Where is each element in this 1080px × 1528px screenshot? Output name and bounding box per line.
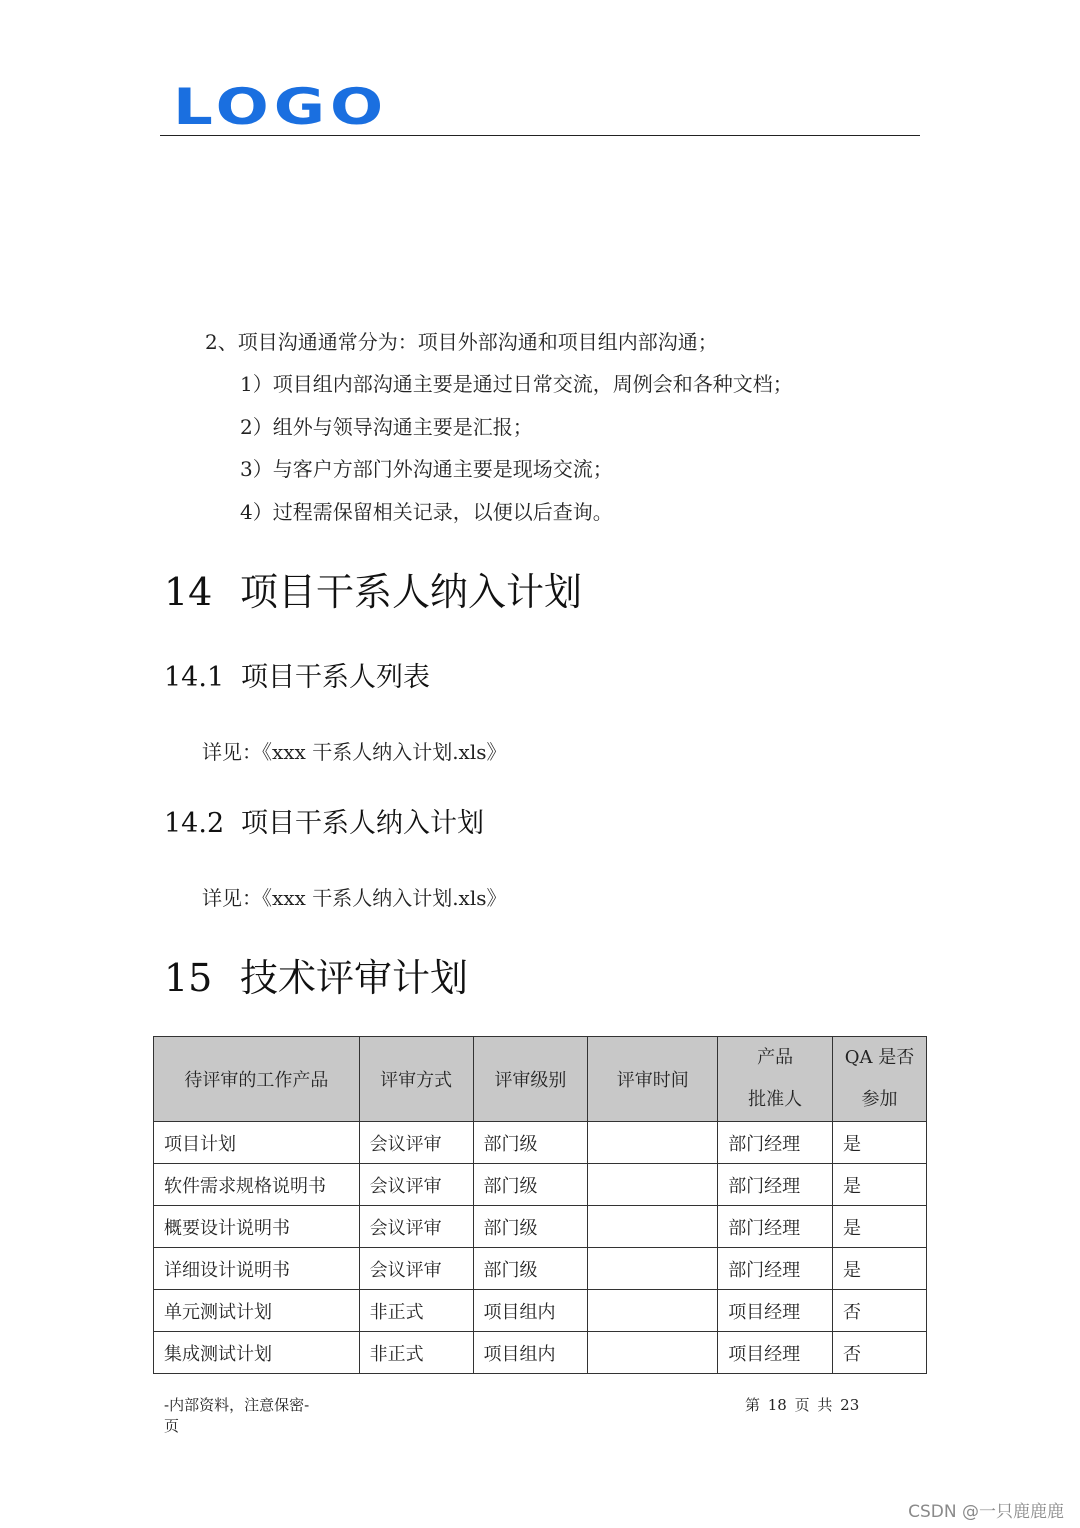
header-approver bbox=[718, 1037, 833, 1122]
footer-page-suffix: 页 bbox=[164, 1417, 180, 1435]
detail-reference: 详见：《xxx 干系人纳入计划.xls》 bbox=[202, 886, 507, 910]
cell-method: 会议评审 bbox=[359, 1248, 473, 1290]
cell-method: 会议评审 bbox=[359, 1206, 473, 1248]
cell-approver: 部门经理 bbox=[718, 1122, 833, 1164]
cell-qa: 是 bbox=[833, 1164, 927, 1206]
subsection-number: 14.2 bbox=[164, 808, 225, 839]
cell-level: 项目组内 bbox=[473, 1290, 588, 1332]
table-header-row bbox=[154, 1037, 927, 1122]
cell-method: 非正式 bbox=[359, 1332, 473, 1374]
section-14-1-heading bbox=[164, 662, 430, 694]
cell-level: 部门级 bbox=[473, 1122, 588, 1164]
cell-time bbox=[588, 1248, 718, 1290]
cell-qa: 是 bbox=[833, 1122, 927, 1164]
communication-item: 4）过程需保留相关记录，以便以后查询。 bbox=[240, 500, 613, 524]
table-row bbox=[154, 1248, 927, 1290]
subsection-title: 项目干系人列表 bbox=[241, 662, 430, 693]
logo: LOGO bbox=[173, 78, 389, 136]
section-title: 技术评审计划 bbox=[240, 956, 469, 1000]
cell-product: 概要设计说明书 bbox=[154, 1206, 360, 1248]
communication-item: 2）组外与领导沟通主要是汇报； bbox=[240, 415, 533, 439]
table-row bbox=[154, 1206, 927, 1248]
cell-approver: 项目经理 bbox=[718, 1332, 833, 1374]
subsection-number: 14.1 bbox=[164, 662, 225, 693]
cell-product: 集成测试计划 bbox=[154, 1332, 360, 1374]
csdn-watermark: CSDN @一只鹿鹿鹿 bbox=[908, 1502, 1064, 1522]
cell-approver: 部门经理 bbox=[718, 1164, 833, 1206]
cell-approver: 部门经理 bbox=[718, 1248, 833, 1290]
header-time: 评审时间 bbox=[588, 1037, 718, 1122]
header-qa-line2: 参加 bbox=[861, 1089, 898, 1110]
table-row bbox=[154, 1164, 927, 1206]
communication-intro: 2、项目沟通通常分为：项目外部沟通和项目组内部沟通； bbox=[205, 330, 718, 354]
cell-level: 部门级 bbox=[473, 1248, 588, 1290]
communication-item: 1）项目组内部沟通主要是通过日常交流，周例会和各种文档； bbox=[240, 372, 793, 396]
section-15-heading bbox=[164, 956, 468, 1000]
cell-product: 详细设计说明书 bbox=[154, 1248, 360, 1290]
cell-product: 软件需求规格说明书 bbox=[154, 1164, 360, 1206]
cell-time bbox=[588, 1290, 718, 1332]
section-14-heading bbox=[164, 570, 582, 614]
review-plan-table bbox=[153, 1036, 927, 1374]
header-approver-line1: 产品 bbox=[757, 1047, 794, 1068]
cell-qa: 否 bbox=[833, 1290, 927, 1332]
cell-qa: 是 bbox=[833, 1206, 927, 1248]
cell-time bbox=[588, 1164, 718, 1206]
table-row bbox=[154, 1290, 927, 1332]
header-qa-line1: QA 是否 bbox=[844, 1047, 915, 1068]
cell-product: 单元测试计划 bbox=[154, 1290, 360, 1332]
header-product: 待评审的工作产品 bbox=[154, 1037, 360, 1122]
cell-level: 部门级 bbox=[473, 1206, 588, 1248]
header-approver-line2: 批准人 bbox=[748, 1089, 803, 1110]
cell-time bbox=[588, 1122, 718, 1164]
section-14-2-heading bbox=[164, 808, 484, 840]
section-number: 15 bbox=[164, 956, 213, 1000]
header-level: 评审级别 bbox=[473, 1037, 588, 1122]
cell-method: 会议评审 bbox=[359, 1122, 473, 1164]
cell-level: 部门级 bbox=[473, 1164, 588, 1206]
section-number: 14 bbox=[164, 570, 213, 614]
communication-item: 3）与客户方部门外沟通主要是现场交流； bbox=[240, 457, 613, 481]
cell-approver: 部门经理 bbox=[718, 1206, 833, 1248]
table-row bbox=[154, 1122, 927, 1164]
header-qa bbox=[833, 1037, 927, 1122]
cell-qa: 否 bbox=[833, 1332, 927, 1374]
header-method: 评审方式 bbox=[359, 1037, 473, 1122]
footer-page-number: 第 18 页 共 23 bbox=[745, 1396, 860, 1414]
cell-method: 会议评审 bbox=[359, 1164, 473, 1206]
subsection-title: 项目干系人纳入计划 bbox=[241, 808, 484, 839]
footer-confidential: -内部资料，注意保密- bbox=[164, 1396, 310, 1414]
cell-level: 项目组内 bbox=[473, 1332, 588, 1374]
detail-reference: 详见：《xxx 干系人纳入计划.xls》 bbox=[202, 740, 507, 764]
header-divider bbox=[160, 135, 920, 136]
cell-qa: 是 bbox=[833, 1248, 927, 1290]
section-title: 项目干系人纳入计划 bbox=[240, 570, 583, 614]
cell-method: 非正式 bbox=[359, 1290, 473, 1332]
cell-time bbox=[588, 1332, 718, 1374]
cell-time bbox=[588, 1206, 718, 1248]
table-row bbox=[154, 1332, 927, 1374]
cell-product: 项目计划 bbox=[154, 1122, 360, 1164]
cell-approver: 项目经理 bbox=[718, 1290, 833, 1332]
